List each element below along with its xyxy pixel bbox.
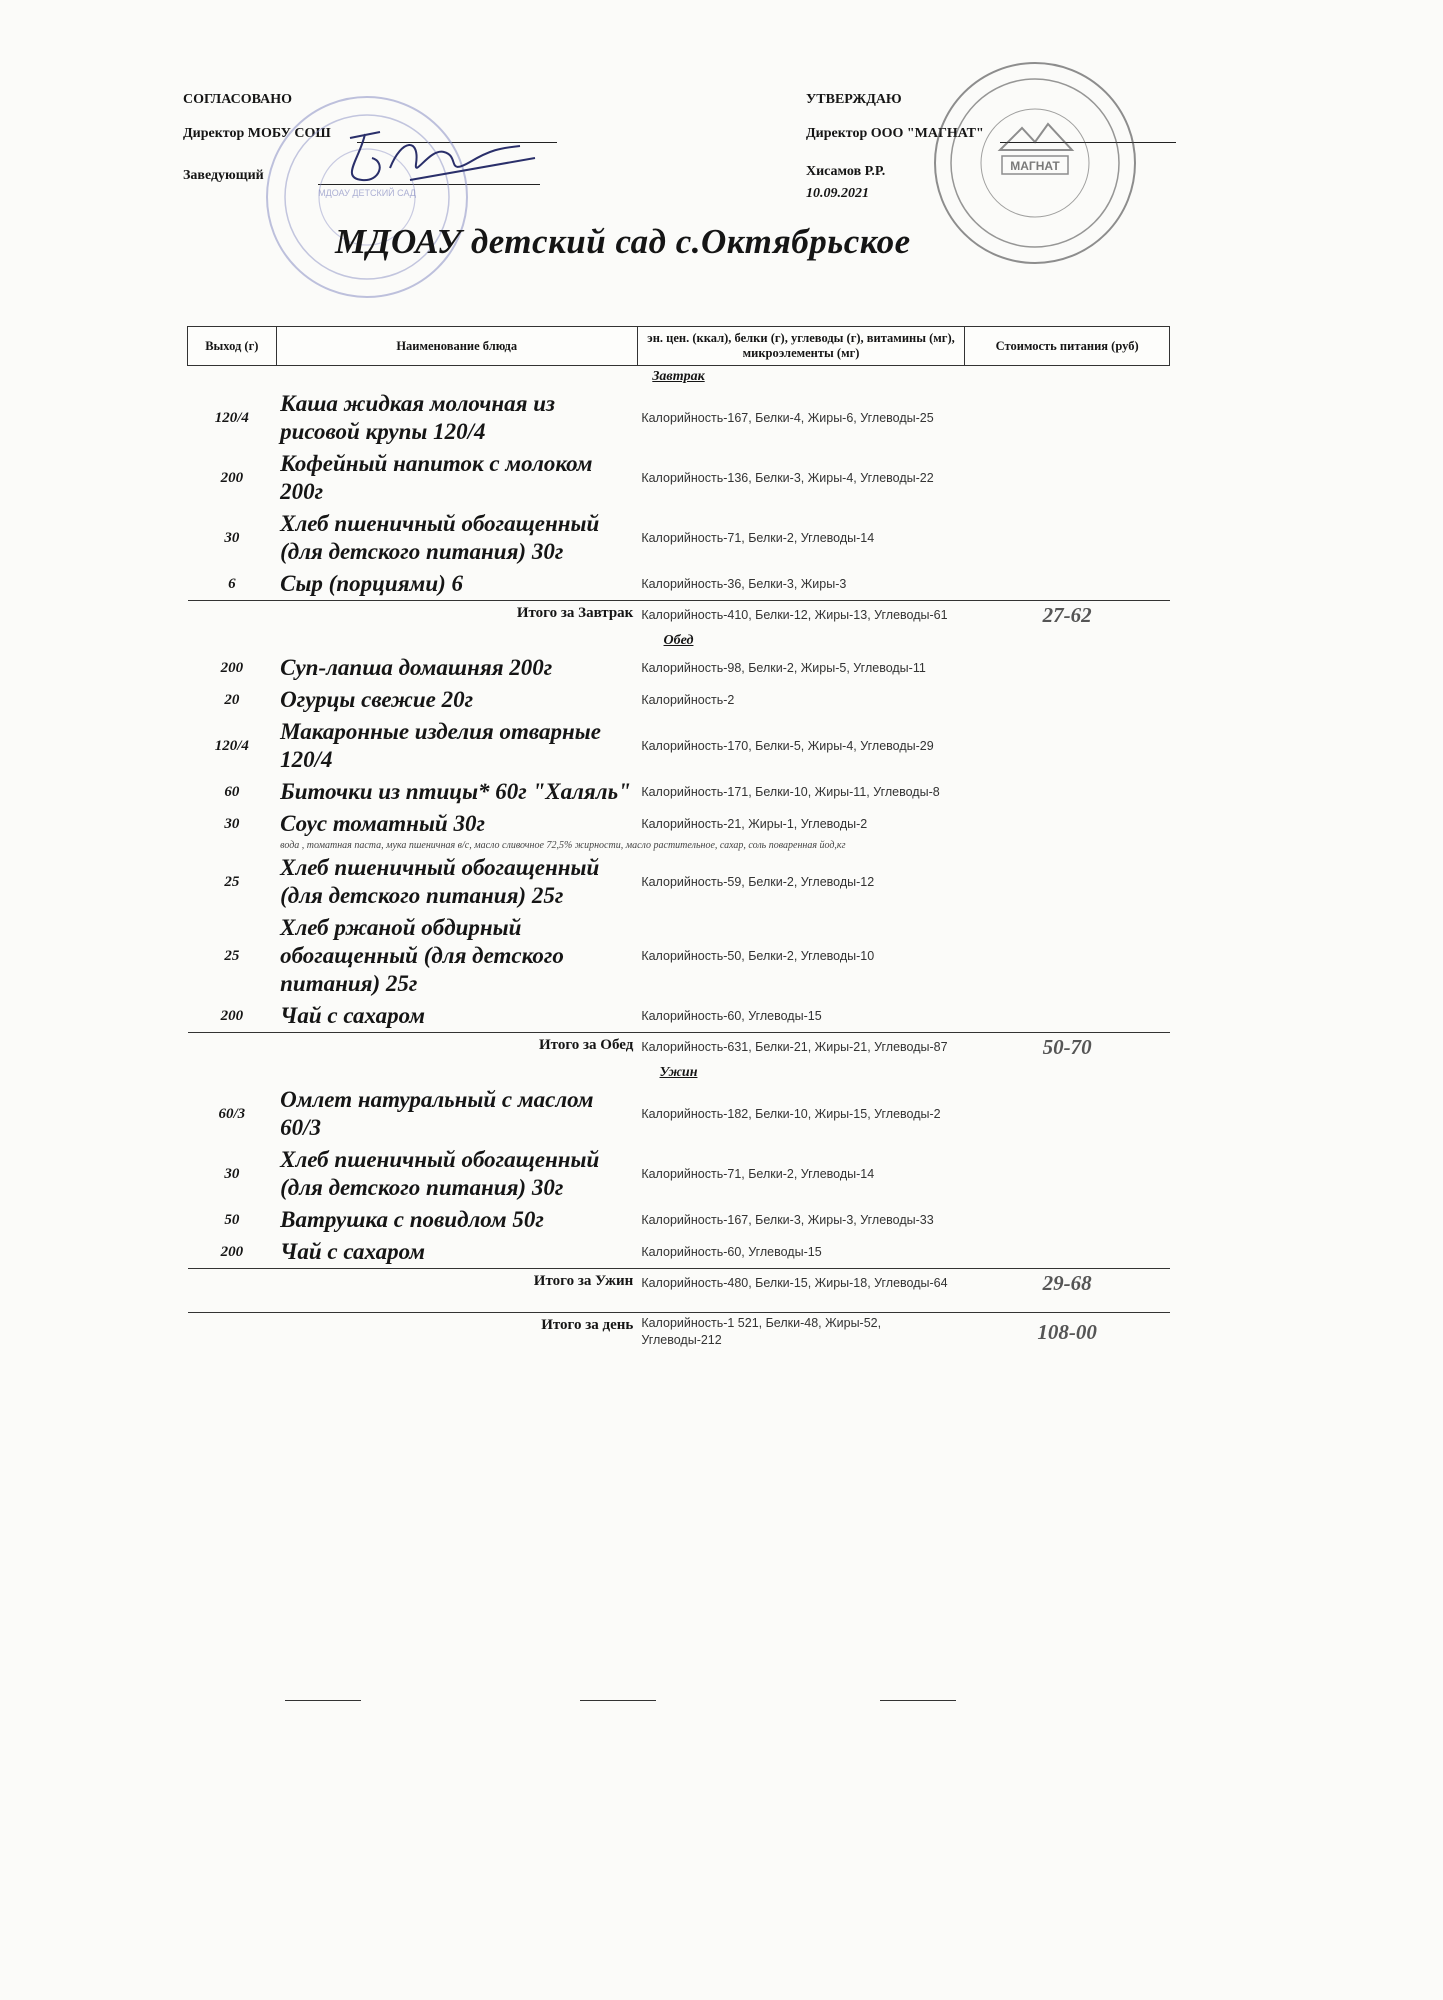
total-nutrition: Калорийность-410, Белки-12, Жиры-13, Углеводы-61: [637, 601, 964, 631]
nutrition-cell: Калорийность-60, Углеводы-15: [641, 1008, 822, 1023]
nutrition-cell: Калорийность-170, Белки-5, Жиры-4, Углеводы-29: [641, 738, 934, 753]
dish-cell: Сыр (порциями) 6: [280, 571, 464, 596]
nutrition-cell: Калорийность-98, Белки-2, Жиры-5, Углеводы-11: [641, 660, 926, 675]
nutrition-cell: Калорийность-60, Углеводы-15: [641, 1244, 822, 1259]
table-row: [188, 508, 1170, 568]
day-total-label: Итого за день: [188, 1313, 638, 1352]
table-row: [188, 448, 1170, 508]
handwritten-signature: [320, 118, 550, 198]
dish-cell: Омлет натуральный с маслом 60/3: [280, 1087, 594, 1140]
output-cell: 200: [220, 469, 244, 486]
total-cost: 27-62: [965, 601, 1170, 631]
output-cell: 30: [224, 529, 240, 546]
page-title: МДОАУ детский сад с.Октябрьское: [335, 222, 911, 261]
output-cell: 6: [228, 575, 236, 592]
total-cost: 50-70: [965, 1033, 1170, 1063]
nutrition-cell: Калорийность-182, Белки-10, Жиры-15, Углеводы-2: [641, 1106, 941, 1121]
day-total-nutrition: Калорийность-1 521, Белки-48, Жиры-52, Углеводы-212: [637, 1313, 964, 1352]
col-dish-header: Наименование блюда: [276, 327, 637, 366]
table-header-row: [188, 327, 1170, 366]
ingredients-note: вода , томатная паста, мука пшеничная в/с, масло сливочное 72,5% жирности, масло растительное, сахар, соль поваренная йод,кг: [280, 840, 846, 851]
table-row: [188, 776, 1170, 808]
breakfast-total-row: [188, 601, 1170, 631]
table-row: [188, 684, 1170, 716]
nutrition-cell: Калорийность-21, Жиры-1, Углеводы-2: [641, 816, 868, 831]
signature-blank-3: [880, 1700, 956, 1701]
output-cell: 20: [224, 691, 240, 708]
dish-cell: Хлеб пшеничный обогащенный (для детского питания) 30г: [280, 511, 600, 564]
head-label: Заведующий: [183, 168, 264, 183]
dish-cell: Кофейный напиток с молоком 200г: [280, 451, 593, 504]
table-row: [188, 1204, 1170, 1236]
output-cell: 30: [224, 1165, 240, 1182]
total-label: Итого за Ужин: [188, 1269, 638, 1299]
dish-cell: Соус томатный 30г: [280, 811, 485, 836]
output-cell: 120/4: [214, 409, 249, 426]
svg-text:МДОАУ ДЕТСКИЙ САД: МДОАУ ДЕТСКИЙ САД: [318, 188, 416, 198]
approve-heading: УТВЕРЖДАЮ: [806, 92, 902, 107]
day-total-row: [188, 1313, 1170, 1352]
nutrition-cell: Калорийность-2: [641, 692, 735, 707]
total-label: Итого за Обед: [188, 1033, 638, 1063]
dinner-section: [188, 1062, 1170, 1351]
table-row: [188, 388, 1170, 448]
col-nutrition-header: эн. цен. (ккал), белки (г), углеводы (г), витамины (мг), микроэлементы (мг): [637, 327, 964, 366]
output-cell: 120/4: [214, 737, 249, 754]
output-cell: 200: [220, 1243, 244, 1260]
nutrition-cell: Калорийность-59, Белки-2, Углеводы-12: [641, 874, 875, 889]
col-cost-header: Стоимость питания (руб): [965, 327, 1170, 366]
total-cost: 29-68: [965, 1269, 1170, 1299]
output-cell: 200: [220, 659, 244, 676]
section-title-dinner: Ужин: [659, 1065, 698, 1080]
dish-cell: Хлеб пшеничный обогащенный (для детского питания) 30г: [280, 1147, 600, 1200]
nutrition-cell: Калорийность-71, Белки-2, Углеводы-14: [641, 1166, 875, 1181]
total-nutrition: Калорийность-480, Белки-15, Жиры-18, Углеводы-64: [637, 1269, 964, 1299]
right-stamp: [930, 58, 1140, 268]
table-row: [188, 912, 1170, 1000]
section-title-lunch: Обед: [663, 633, 694, 648]
approval-date: 10.09.2021: [806, 186, 869, 201]
table-row: [188, 1236, 1170, 1269]
output-cell: 25: [224, 947, 240, 964]
output-cell: 60: [224, 783, 240, 800]
agreed-heading: СОГЛАСОВАНО: [183, 92, 292, 107]
menu-table: [187, 326, 1170, 1351]
output-cell: 60/3: [218, 1105, 246, 1122]
dish-cell: Чай с сахаром: [280, 1239, 426, 1264]
ingredients-note-row: [188, 840, 1170, 852]
breakfast-section: [188, 366, 1170, 631]
svg-text:МАГНАТ: МАГНАТ: [1010, 159, 1060, 173]
table-row: [188, 568, 1170, 601]
dinner-total-row: [188, 1269, 1170, 1299]
nutrition-cell: Калорийность-71, Белки-2, Углеводы-14: [641, 530, 875, 545]
table-row: [188, 1000, 1170, 1033]
table-row: [188, 652, 1170, 684]
dish-cell: Макаронные изделия отварные 120/4: [280, 719, 601, 772]
output-cell: 200: [220, 1007, 244, 1024]
table-row: [188, 1144, 1170, 1204]
nutrition-cell: Калорийность-167, Белки-3, Жиры-3, Углеводы-33: [641, 1212, 934, 1227]
nutrition-cell: Калорийность-136, Белки-3, Жиры-4, Углеводы-22: [641, 470, 934, 485]
signature-blank-2: [580, 1700, 656, 1701]
dish-cell: Огурцы свежие 20г: [280, 687, 474, 712]
lunch-section: [188, 630, 1170, 1062]
dish-cell: Чай с сахаром: [280, 1003, 426, 1028]
day-total-cost: 108-00: [965, 1313, 1170, 1352]
col-output-header: Выход (г): [188, 327, 277, 366]
dish-cell: Каша жидкая молочная из рисовой крупы 120/4: [280, 391, 556, 444]
left-director-label: Директор МОБУ СОШ: [183, 126, 331, 141]
dish-cell: Хлеб пшеничный обогащенный (для детского питания) 25г: [280, 855, 600, 908]
table-row: [188, 808, 1170, 840]
output-cell: 25: [224, 873, 240, 890]
table-row: [188, 852, 1170, 912]
approver-name: Хисамов Р.Р.: [806, 164, 886, 179]
total-nutrition: Калорийность-631, Белки-21, Жиры-21, Углеводы-87: [637, 1033, 964, 1063]
right-director-label: Директор ООО "МАГНАТ": [806, 126, 984, 141]
section-title-breakfast: Завтрак: [652, 369, 705, 384]
table-row: [188, 716, 1170, 776]
nutrition-cell: Калорийность-50, Белки-2, Углеводы-10: [641, 948, 875, 963]
dish-cell: Хлеб ржаной обдирный обогащенный (для детского питания) 25г: [280, 915, 564, 996]
dish-cell: Биточки из птицы* 60г "Халяль": [280, 779, 631, 804]
nutrition-cell: Калорийность-167, Белки-4, Жиры-6, Углеводы-25: [641, 410, 934, 425]
table-row: [188, 1084, 1170, 1144]
nutrition-cell: Калорийность-36, Белки-3, Жиры-3: [641, 576, 847, 591]
dish-cell: Суп-лапша домашняя 200г: [280, 655, 553, 680]
nutrition-cell: Калорийность-171, Белки-10, Жиры-11, Углеводы-8: [641, 784, 940, 799]
total-label: Итого за Завтрак: [188, 601, 638, 631]
lunch-total-row: [188, 1033, 1170, 1063]
dish-cell: Ватрушка с повидлом 50г: [280, 1207, 544, 1232]
signature-blank-1: [285, 1700, 361, 1701]
output-cell: 30: [224, 815, 240, 832]
output-cell: 50: [224, 1211, 240, 1228]
